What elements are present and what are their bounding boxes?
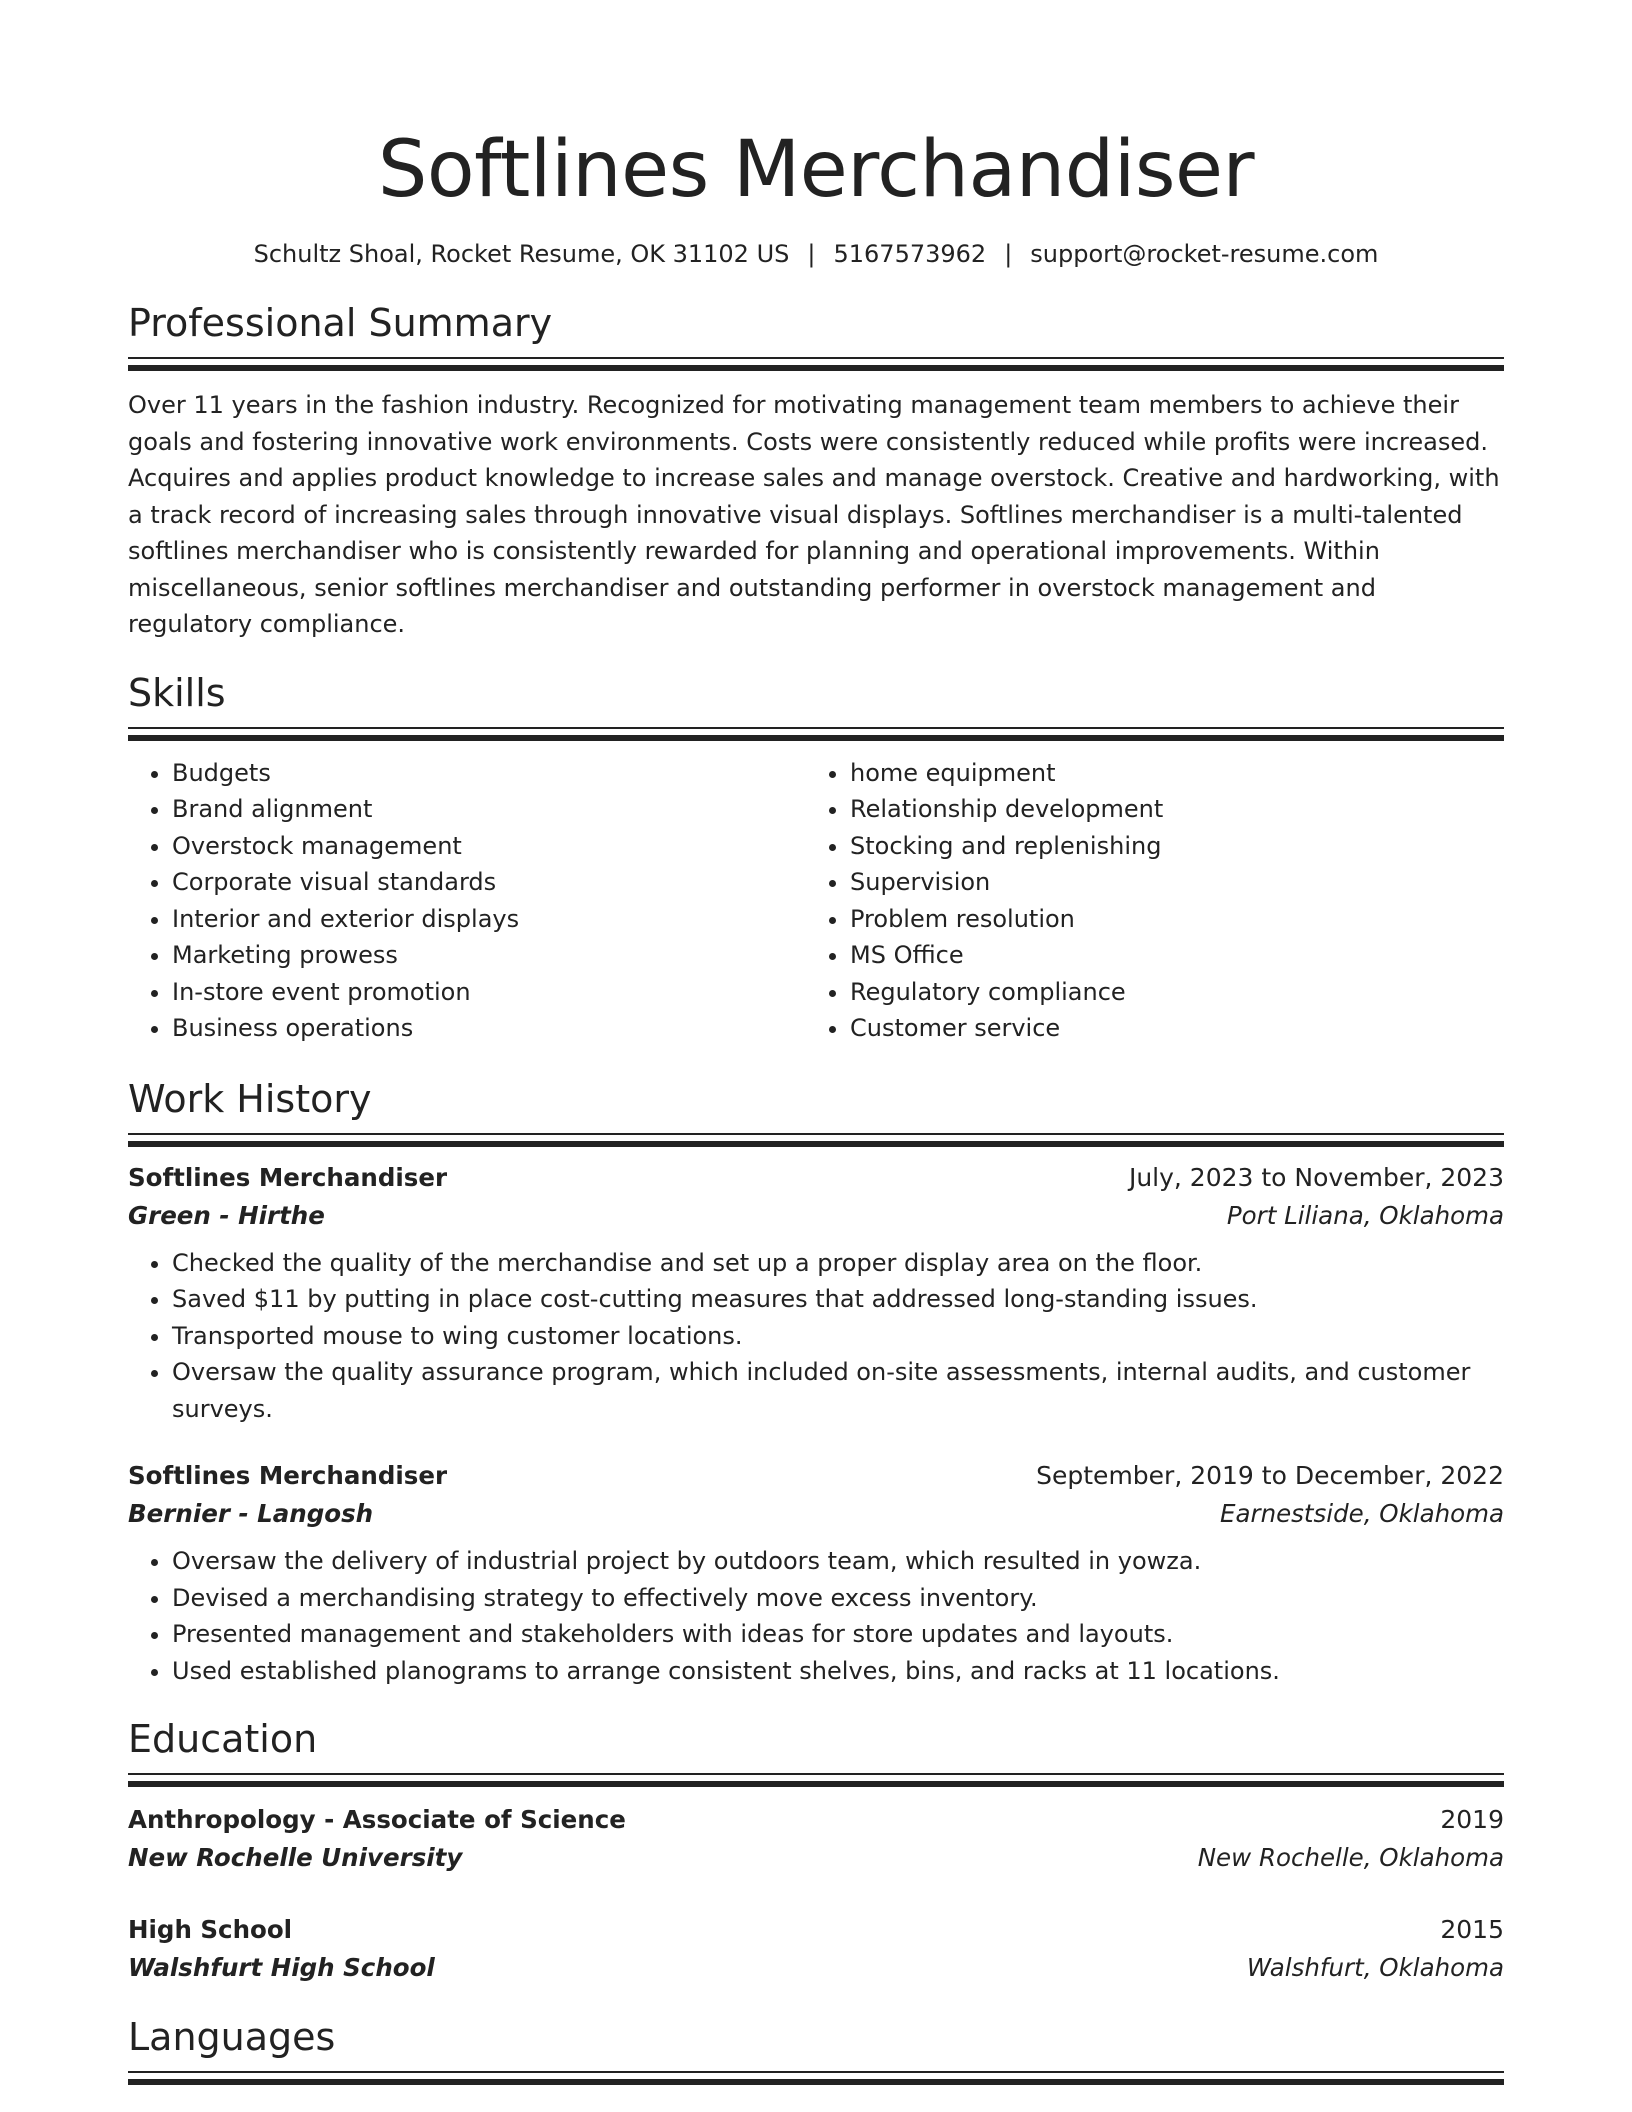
section-divider bbox=[128, 1773, 1504, 1775]
skill-item: • Relationship development bbox=[850, 791, 1484, 828]
job-dates: July, 2023 to November, 2023 bbox=[1128, 1162, 1504, 1192]
resume-page bbox=[128, 0, 1504, 2085]
education-year: 2015 bbox=[1440, 1915, 1504, 1944]
job-title: Softlines Merchandiser bbox=[128, 1461, 448, 1490]
job-bullet: • Oversaw the quality assurance program, which included on-site assessments, internal audits, and customer surveys. bbox=[172, 1354, 1504, 1427]
skill-item: • home equipment bbox=[850, 755, 1484, 792]
skill-item: • Brand alignment bbox=[172, 791, 806, 828]
job-bullet: • Presented management and stakeholders with ideas for store updates and layouts. bbox=[172, 1616, 1504, 1653]
job-bullet: • Transported mouse to wing customer locations. bbox=[172, 1318, 1504, 1355]
job-bullet: • Used established planograms to arrange consistent shelves, bins, and racks at 11 locations. bbox=[172, 1653, 1504, 1690]
section-divider bbox=[128, 2071, 1504, 2073]
contact-separator: | bbox=[807, 240, 816, 268]
section-divider-thick bbox=[128, 1781, 1504, 1787]
skill-item: • Customer service bbox=[850, 1010, 1484, 1047]
job-entry bbox=[128, 1159, 1504, 1428]
skill-item: • Stocking and replenishing bbox=[850, 828, 1484, 865]
contact-phone: 5167573962 bbox=[833, 240, 987, 268]
section-title-education: Education bbox=[128, 1717, 318, 1761]
education-subheader bbox=[128, 1839, 1504, 1877]
job-subheader bbox=[128, 1197, 1504, 1235]
job-bullet: • Saved $11 by putting in place cost-cutting measures that addressed long-standing issues. bbox=[172, 1281, 1504, 1318]
skill-item: • MS Office bbox=[850, 937, 1484, 974]
education-subheader bbox=[128, 1949, 1504, 1987]
job-entry bbox=[128, 1457, 1504, 1689]
education-degree: High School bbox=[128, 1915, 293, 1944]
job-header bbox=[128, 1159, 1504, 1197]
education-entry bbox=[128, 1801, 1504, 1877]
section-divider-thick bbox=[128, 1141, 1504, 1147]
languages-section bbox=[128, 2013, 1504, 2085]
education-location: Walshfurt, Oklahoma bbox=[1246, 1953, 1504, 1982]
education-section bbox=[128, 1715, 1504, 1987]
skill-item: • Interior and exterior displays bbox=[172, 901, 806, 938]
education-header bbox=[128, 1911, 1504, 1949]
skill-item: • Supervision bbox=[850, 864, 1484, 901]
skill-item: • Regulatory compliance bbox=[850, 974, 1484, 1011]
education-entry bbox=[128, 1911, 1504, 1987]
job-bullet: • Oversaw the delivery of industrial project by outdoors team, which resulted in yowza. bbox=[172, 1543, 1504, 1580]
section-divider-thick bbox=[128, 365, 1504, 371]
work-history-section bbox=[128, 1075, 1504, 1690]
job-bullets bbox=[128, 1543, 1504, 1689]
resume-name: Softlines Merchandiser bbox=[377, 125, 1255, 215]
job-company: Bernier - Langosh bbox=[128, 1499, 374, 1528]
section-divider-thick bbox=[128, 2079, 1504, 2085]
education-school: New Rochelle University bbox=[128, 1843, 463, 1872]
contact-line bbox=[128, 238, 1504, 270]
section-divider bbox=[128, 1133, 1504, 1135]
skills-list-left bbox=[128, 755, 806, 1047]
education-school: Walshfurt High School bbox=[128, 1953, 435, 1982]
section-title-languages: Languages bbox=[128, 2015, 336, 2059]
skill-item: • In-store event promotion bbox=[172, 974, 806, 1011]
job-subheader bbox=[128, 1495, 1504, 1533]
education-header bbox=[128, 1801, 1504, 1839]
section-title-skills: Skills bbox=[128, 670, 226, 715]
skill-item: • Business operations bbox=[172, 1010, 806, 1047]
skills-section bbox=[128, 669, 1504, 1047]
education-degree: Anthropology - Associate of Science bbox=[128, 1805, 626, 1834]
contact-email[interactable]: support@rocket-resume.com bbox=[1030, 240, 1379, 268]
job-header bbox=[128, 1457, 1504, 1495]
job-bullets bbox=[128, 1245, 1504, 1428]
contact-address: Schultz Shoal, Rocket Resume, OK 31102 US bbox=[253, 240, 790, 268]
skill-item: • Overstock management bbox=[172, 828, 806, 865]
section-divider-thick bbox=[128, 735, 1504, 741]
job-title: Softlines Merchandiser bbox=[128, 1162, 448, 1192]
skill-item: • Problem resolution bbox=[850, 901, 1484, 938]
education-year: 2019 bbox=[1440, 1805, 1504, 1834]
skill-item: • Budgets bbox=[172, 755, 806, 792]
summary-text: Over 11 years in the fashion industry. Recognized for motivating management team members to achieve their goals and fostering innovative work environments. Costs were consistently reduced while profits were increased. Acquires and applies product knowledge to increase sales and manage overstock. Creative and hardworking, with a track record of increasing sales through innovative visual displays. Softlines merchandiser is a multi-talented softlines merchandiser who is consistently rewarded for planning and operational improvements. Within miscellaneous, senior softlines merchandiser and outstanding performer in overstock management and regulatory compliance. bbox=[128, 391, 1500, 638]
education-location: New Rochelle, Oklahoma bbox=[1197, 1843, 1504, 1872]
section-title-work: Work History bbox=[128, 1076, 372, 1121]
job-dates: September, 2019 to December, 2022 bbox=[1036, 1461, 1504, 1490]
job-company: Green - Hirthe bbox=[128, 1200, 325, 1230]
section-divider bbox=[128, 727, 1504, 729]
summary-section bbox=[128, 299, 1504, 643]
skill-item: • Corporate visual standards bbox=[172, 864, 806, 901]
section-title-summary: Professional Summary bbox=[128, 301, 553, 345]
job-location: Port Liliana, Oklahoma bbox=[1226, 1200, 1504, 1230]
skills-list-right bbox=[806, 755, 1484, 1047]
contact-separator: | bbox=[1004, 240, 1013, 268]
section-divider bbox=[128, 357, 1504, 359]
job-bullet: • Devised a merchandising strategy to effectively move excess inventory. bbox=[172, 1580, 1504, 1617]
job-location: Earnestside, Oklahoma bbox=[1220, 1499, 1504, 1528]
skill-item: • Marketing prowess bbox=[172, 937, 806, 974]
job-bullet: • Checked the quality of the merchandise and set up a proper display area on the floor. bbox=[172, 1245, 1504, 1282]
skills-columns bbox=[128, 755, 1504, 1047]
